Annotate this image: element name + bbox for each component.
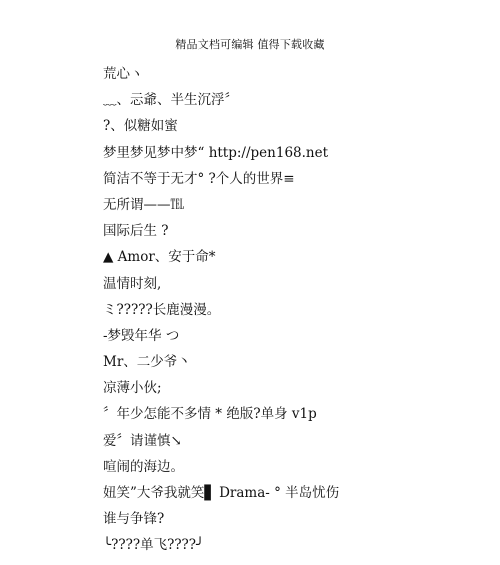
list-item: ﹏、忈爺、半生沉浮〞 [103,92,238,109]
list-item: 谁与争锋? [103,511,165,528]
list-item: 无所谓——℡ [103,196,184,213]
list-item: 温情时刻, [103,275,162,292]
page-header: 精品文档可编辑 值得下载收藏 [175,38,325,51]
list-item: ╰????单飞????╯ [103,537,205,554]
list-item: ?、似糖如蜜 [103,118,178,135]
nickname-list [103,64,493,562]
list-item: ミ?????长鹿漫漫。 [103,301,221,318]
list-item: 〞年少怎能不多情 * 绝版?单身 v1p [103,406,317,423]
list-item: 凉薄小伙; [103,380,162,397]
list-item: ▲ Amor、安于命* [103,249,216,266]
list-item: 荒心ヽ [103,66,144,82]
list-item: 梦里梦见梦中梦“ http://pen168.net [103,144,329,161]
list-item: -梦毁年华 つ [103,327,180,344]
list-item: 简洁不等于无才° ?个人的世界≡ [103,170,295,187]
list-item: 国际后生 ? [103,223,169,240]
list-item: 爱〞请谨慎↘ [103,432,182,449]
list-item: 妞笑”大爷我就笑▋ Drama- ° 半岛忧伤 [103,485,340,501]
list-item: Mr、二少爷丶 [103,354,191,371]
list-item: 喧闹的海边。 [103,458,184,475]
